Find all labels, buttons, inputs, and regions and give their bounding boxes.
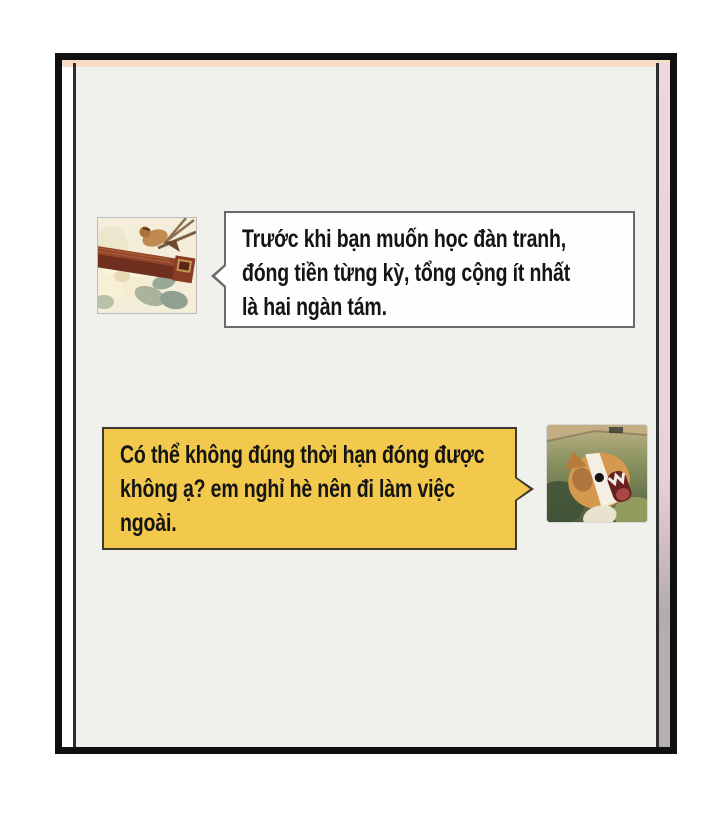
bubble-line: là hai ngàn tám. [242,293,387,321]
panel-interior [76,67,656,747]
panel-top-strip [62,60,670,67]
speech-bubble-left-text [242,222,570,324]
dog-avatar-image [547,425,647,522]
speech-bubble-right-text [120,438,484,540]
dan-tranh-avatar [97,217,197,314]
dog-avatar [546,424,648,523]
bubble-line: ngoài. [120,509,177,537]
bubble-line: Trước khi bạn muốn học đàn tranh, [242,225,567,253]
bubble-line: Có thể không đúng thời hạn đóng được [120,441,485,469]
speech-bubble-right [102,427,517,550]
panel-inner [62,60,670,747]
bubble-line: đóng tiền từng kỳ, tổng cộng ít nhất [242,259,571,287]
panel-frame [55,53,677,754]
speech-bubble-left [224,211,635,328]
bubble-line: không ạ? em nghỉ hè nên đi làm việc [120,475,455,503]
dan-tranh-avatar-image [98,218,196,313]
panel-side-strip [659,63,670,747]
